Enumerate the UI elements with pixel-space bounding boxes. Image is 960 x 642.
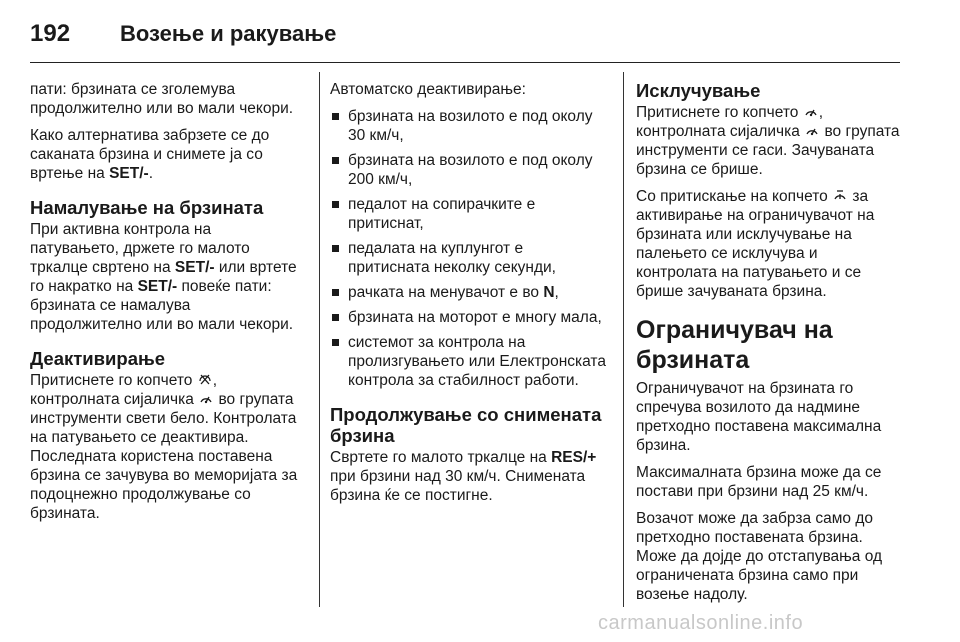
paragraph: Возачот може да забрза само до претходно поставената брзина. Може да дојде до отстапувања од ограничената брзина само при возење надолу. bbox=[636, 510, 883, 603]
page-header bbox=[30, 14, 900, 54]
text: При активна контрола на патувањето, држете го малото тркалце свртено на bbox=[30, 221, 250, 276]
speed-limiter-button-icon bbox=[833, 189, 847, 202]
cruise-off-button-icon bbox=[198, 373, 212, 386]
button-label: SET/- bbox=[174, 259, 215, 276]
cruise-control-lamp-icon bbox=[805, 124, 819, 137]
button-label: SET/- bbox=[109, 165, 149, 182]
paragraph: Максималната брзина може да се постави при брзини над 25 км/ч. bbox=[636, 464, 882, 500]
column-3 bbox=[636, 80, 900, 612]
button-label: RES/+ bbox=[551, 449, 597, 466]
section-heading-limiter: Ограничувач на брзината bbox=[636, 316, 833, 374]
section-heading-deactivate: Деактивирање bbox=[30, 348, 166, 369]
cruise-control-lamp-icon bbox=[199, 392, 213, 405]
text: или вртете го накратко на bbox=[30, 259, 297, 295]
text: Со притискање на копчето bbox=[636, 188, 833, 205]
cruise-control-lamp-icon bbox=[804, 105, 818, 118]
paragraph bbox=[30, 126, 300, 183]
paragraph bbox=[30, 371, 300, 523]
bullet-list bbox=[330, 107, 608, 390]
text: , контролната сијаличка bbox=[636, 104, 823, 140]
section-heading-decrease: Намалување на брзината bbox=[30, 197, 264, 218]
paragraph bbox=[636, 187, 900, 301]
section-heading-off: Исклучување bbox=[636, 80, 761, 101]
column-1 bbox=[30, 80, 300, 531]
text: Свртете го малото тркалце на bbox=[330, 449, 552, 466]
text: во групата инструменти свети бело. Контролата на патувањето се деактивира. Последната користена поставена брзина се зачувува во меморијата за подоцнежно продолжување со брзината. bbox=[30, 391, 298, 522]
column-divider-1 bbox=[319, 72, 320, 607]
text: при брзини над 30 км/ч. Снимената брзина ќе се постигне. bbox=[330, 468, 586, 504]
section-heading-resume: Продолжување со снимената брзина bbox=[330, 404, 602, 446]
text: . bbox=[148, 165, 154, 182]
text: Притиснете го копчето bbox=[636, 104, 803, 121]
text: Како алтернатива забрзете се до саканата брзина и снимете ја со вртење на bbox=[30, 127, 270, 182]
button-label: SET/- bbox=[137, 278, 178, 295]
text: , контролната сијаличка bbox=[30, 372, 217, 408]
column-divider-2 bbox=[623, 72, 624, 607]
text: повеќе пати: брзината се намалува продолжително или во мали чекори. bbox=[30, 278, 294, 333]
list-item: брзината на возилото е под околу 200 км/ч, bbox=[330, 151, 608, 189]
chapter-title: Возење и ракување bbox=[120, 21, 337, 46]
text: рачката на менувачот е во bbox=[348, 284, 544, 301]
paragraph bbox=[330, 448, 608, 505]
page-number: 192 bbox=[30, 20, 71, 47]
paragraph: Автоматско деактивирање: bbox=[330, 81, 526, 98]
gear-label: N bbox=[543, 284, 555, 301]
list-item: педалата на куплунгот е притисната неколку секунди, bbox=[330, 239, 608, 277]
paragraph: Ограничувачот на брзината го спречува возилото да надмине претходно поставена максимална брзина. bbox=[636, 380, 882, 454]
list-item: брзината на моторот е многу мала, bbox=[330, 308, 608, 327]
text: Притиснете го копчето bbox=[30, 372, 197, 389]
paragraph: пати: брзината се зголемува продолжително или во мали чекори. bbox=[30, 81, 294, 117]
list-item: брзината на возилото е под околу 30 км/ч, bbox=[330, 107, 608, 145]
text: , bbox=[554, 284, 559, 301]
column-2 bbox=[330, 80, 608, 513]
watermark: carmanualsonline.info bbox=[598, 612, 804, 634]
paragraph bbox=[636, 103, 900, 179]
text: за активирање на ограничувачот на брзината или исклучување на палењето се исклучува и контролата на патувањето и се брише зачуваната брзина. bbox=[636, 188, 875, 300]
list-item bbox=[330, 283, 608, 302]
list-item: педалот на сопирачките е притиснат, bbox=[330, 195, 608, 233]
header-divider bbox=[30, 62, 900, 63]
text: во групата инструменти се гаси. Зачуваната брзина се брише. bbox=[636, 123, 900, 178]
list-item: системот за контрола на пролизгувањето или Електронската контрола за стабилност работи. bbox=[330, 333, 608, 390]
paragraph bbox=[30, 220, 300, 334]
